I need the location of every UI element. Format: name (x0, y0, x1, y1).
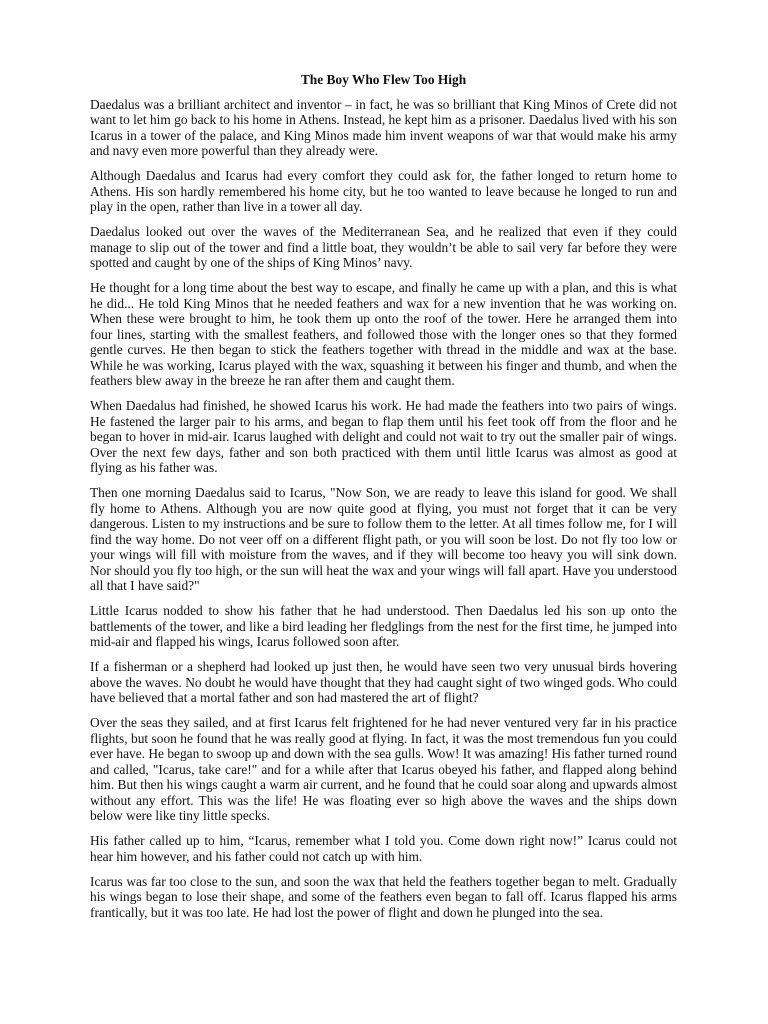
document-title: The Boy Who Flew Too High (300, 72, 467, 87)
paragraph-7: Little Icarus nodded to show his father that he had understood. Then Daedalus led his son up onto the battlements of the tower, and like a bird leading her fledglings from the nest for the first time, he jumped into mid-air and flapped his wings, Icarus followed soon after. (90, 603, 677, 649)
paragraph-11: Icarus was far too close to the sun, and soon the wax that held the feathers together began to melt. Gradually his wings began to lose their shape, and some of the feathers even began to fall off. Icarus flapped his arms frantically, but it was too late. He had lost the power of flight and down he plunged into the sea. (90, 873, 677, 920)
paragraph-1: Daedalus was a brilliant architect and inventor – in fact, he was so brilliant that King Minos of Crete did not want to let him go back to his home in Athens. Instead, he kept him as a prisoner. Daedalus lived with his son Icarus in a tower of the palace, and King Minos made him invent weapons of war that would make his army and navy even more powerful than they already were. (90, 96, 677, 158)
paragraph-10: His father called up to him, “Icarus, remember what I told you. Come down right now!” Icarus could not hear him however, and his father could not catch up with him. (90, 833, 677, 864)
document-page (90, 72, 677, 930)
paragraph-5: When Daedalus had finished, he showed Icarus his work. He had made the feathers into two pairs of wings. He fastened the larger pair to his arms, and began to flap them until his feet took off from the floor and he began to hover in mid-air. Icarus laughed with delight and could not wait to try out the smaller pair of wings. Over the next few days, father and son both practiced with them until little Icarus was almost as good at flying as his father was. (90, 398, 677, 475)
paragraph-8: If a fisherman or a shepherd had looked up just then, he would have seen two very unusual birds hovering above the waves. No doubt he would have thought that they had caught sight of two winged gods. Who could have believed that a mortal father and son had mastered the art of flight? (90, 659, 677, 705)
paragraph-4: He thought for a long time about the best way to escape, and finally he came up with a plan, and this is what he did... He told King Minos that he needed feathers and wax for a new invention that he was working on. When these were brought to him, he took them up onto the roof of the tower. Here he arranged them into four lines, starting with the smallest feathers, and followed those with the longer ones so that they formed gentle curves. He then began to stick the feathers together with thread in the middle and wax at the base. While he was working, Icarus played with the wax, squashing it between his finger and thumb, and when the feathers blew away in the breeze he ran after them and caught them. (90, 280, 677, 388)
paragraph-2: Although Daedalus and Icarus had every comfort they could ask for, the father longed to return home to Athens. His son hardly remembered his home city, but he too wanted to leave because he longed to run and play in the open, rather than live in a tower all day. (90, 168, 677, 214)
paragraph-9: Over the seas they sailed, and at first Icarus felt frightened for he had never ventured very far in his practice flights, but soon he found that he was really good at flying. In fact, it was the most tremendous fun you could ever have. He began to swoop up and down with the sea gulls. Wow! It was amazing! His father turned round and called, "Icarus, take care!" and for a while after that Icarus obeyed his father, and flapped along behind him. But then his wings caught a warm air current, and he found that he could soar along and upwards almost without any effort. This was the life! He was floating ever so high above the waves and the ships down below were like tiny little specks. (90, 715, 677, 823)
paragraph-6: Then one morning Daedalus said to Icarus, "Now Son, we are ready to leave this island for good. We shall fly home to Athens. Although you are now quite good at flying, you must not forget that it can be very dangerous. Listen to my instructions and be sure to follow them to the letter. At all times follow me, for I will find the way home. Do not veer off on a different flight path, or you will soon be lost. Do not fly too low or your wings will fill with moisture from the waves, and if they will become too heavy you will sink down. Nor should you fly too high, or the sun will heat the wax and your wings will fall apart. Have you understood all that I have said?" (90, 485, 677, 593)
paragraph-3: Daedalus looked out over the waves of the Mediterranean Sea, and he realized that even if they could manage to slip out of the tower and find a little boat, they wouldn’t be able to sail very far before they were spotted and caught by one of the ships of King Minos’ navy. (90, 224, 677, 270)
